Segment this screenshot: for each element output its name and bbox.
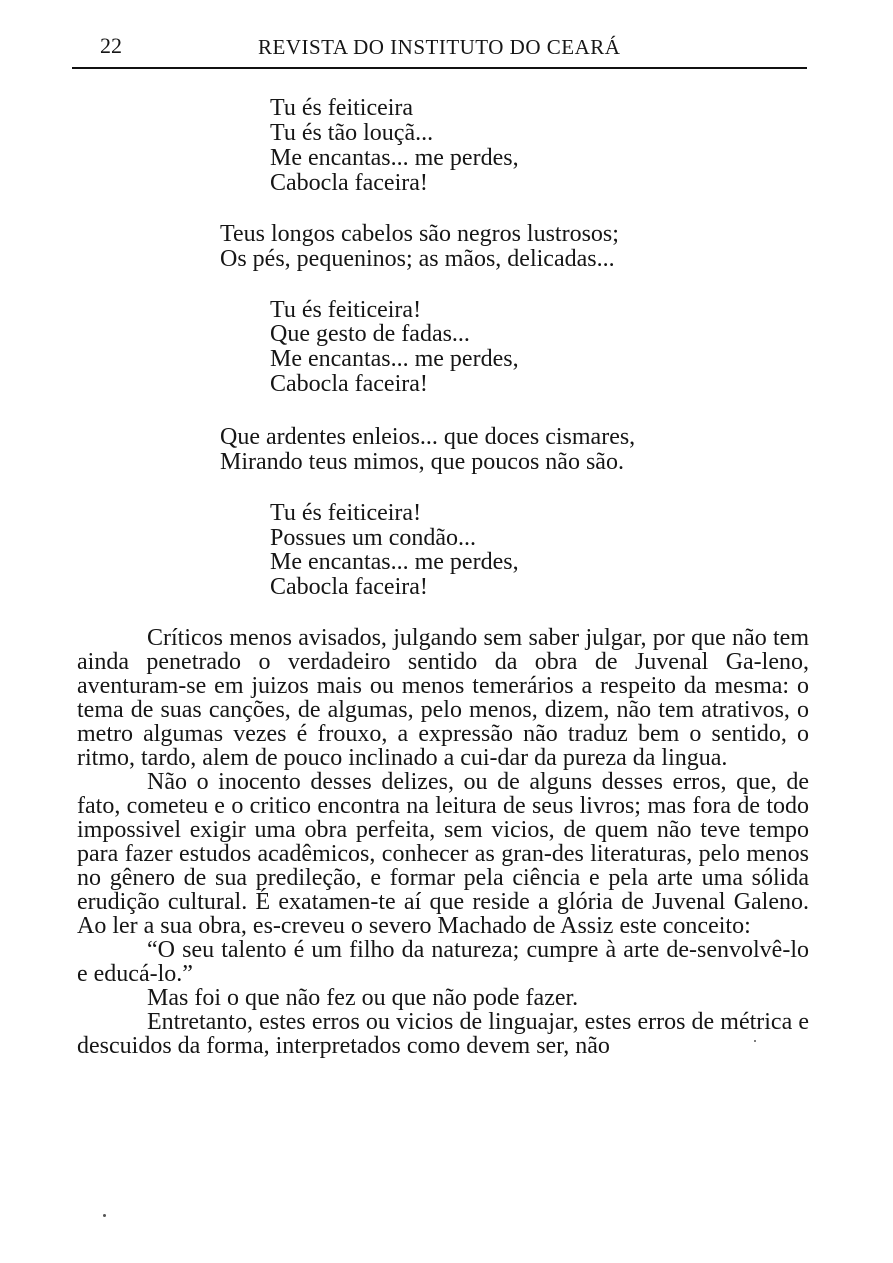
paragraph: Mas foi o que não fez ou que não pode fazer. <box>147 985 579 1011</box>
poem-line: Cabocla faceira! <box>270 574 428 600</box>
poem-line: Me encantas... me perdes, <box>270 145 519 171</box>
quotation: “O seu talento é um filho da natureza; cumpre à arte de-senvolvê-lo e educá-lo.” <box>77 937 809 987</box>
scan-speck <box>103 1214 106 1217</box>
poem-line: Tu és tão louçã... <box>270 120 434 146</box>
poem-line: Tu és feiticeira <box>270 95 414 121</box>
prose-body <box>77 626 809 1058</box>
page-header <box>72 33 807 69</box>
page-number: 22 <box>100 33 122 58</box>
poem-line: Teus longos cabelos são negros lustrosos; <box>220 221 619 247</box>
poem-line: Me encantas... me perdes, <box>270 549 519 575</box>
poem-line: Que ardentes enleios... que doces cismares, <box>220 424 636 450</box>
poem-line: Os pés, pequeninos; as mãos, delicadas... <box>220 246 615 272</box>
paragraph: Não o inocento desses delizes, ou de alguns desses erros, que, de fato, cometeu e o critico encontra na leitura de seus livros; mas fora de todo impossivel exigir uma obra perfeita, sem vicios, de quem não teve tempo para fazer estudos acadêmicos, conhecer as gran-des literaturas, pelo menos no gênero de sua predileção, e formar pela ciência e pela arte uma sólida erudição cultural. É exatamen-te aí que reside a glória de Juvenal Galeno. Ao ler a sua obra, es-creveu o severo Machado de Assiz este conceito: <box>77 769 809 939</box>
poem-line: Tu és feiticeira! <box>270 297 422 323</box>
poem-line: Cabocla faceira! <box>270 371 428 397</box>
header-rule <box>72 67 807 69</box>
running-title: REVISTA DO INSTITUTO DO CEARÁ <box>258 35 621 59</box>
scan-speck <box>754 1040 756 1042</box>
poem-line: Que gesto de fadas... <box>270 321 470 347</box>
poem-line: Mirando teus mimos, que poucos não são. <box>220 449 624 475</box>
poem-line: Tu és feiticeira! <box>270 500 422 526</box>
poem-line: Possues um condão... <box>270 525 476 551</box>
paragraph: Críticos menos avisados, julgando sem saber julgar, por que não tem ainda penetrado o verdadeiro sentido da obra de Juvenal Ga-leno, aventuram-se em juizos mais ou menos temerários a respeito da mesma: o tema de suas canções, de algumas, pelo menos, dizem, não tem atrativos, o metro algumas vezes é frouxo, a expressão não traduz bem o sentido, o ritmo, tardo, alem de pouco inclinado a cui-dar da pureza da lingua. <box>77 625 809 771</box>
poem-line: Cabocla faceira! <box>270 170 428 196</box>
paragraph: Entretanto, estes erros ou vicios de linguajar, estes erros de métrica e descuidos da forma, interpretados como devem ser, não <box>77 1009 809 1059</box>
poem-line: Me encantas... me perdes, <box>270 346 519 372</box>
